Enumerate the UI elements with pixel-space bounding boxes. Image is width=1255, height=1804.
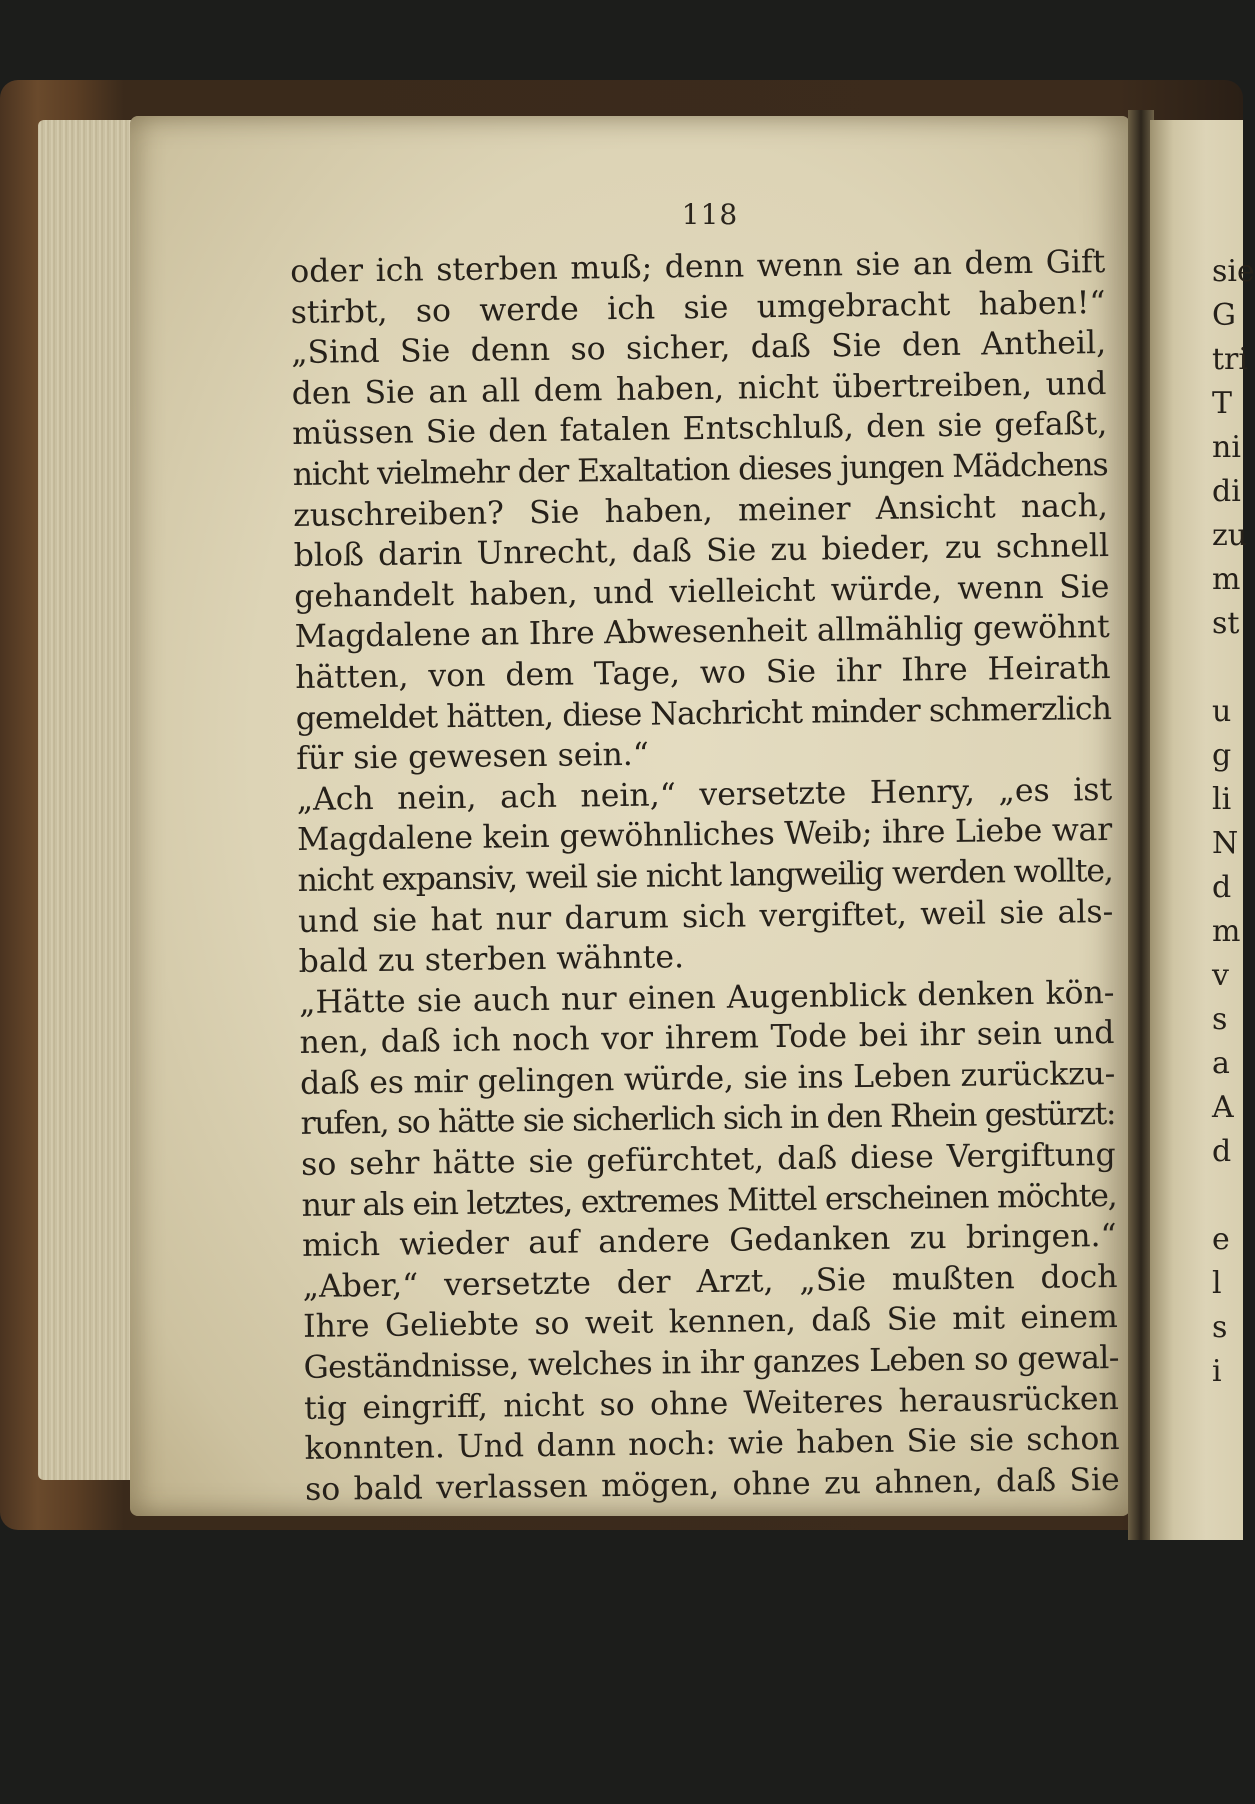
- facing-text-fragment: e: [1212, 1222, 1230, 1257]
- text-line: „Hätte sie auch nur einen Augenblick denken kön-: [298, 974, 1115, 1021]
- text-line: Magdalene kein gewöhnliches Weib; ihre Liebe war: [296, 812, 1113, 859]
- facing-text-fragment: sie: [1212, 254, 1255, 289]
- text-line: Magdalene an Ihre Abwesenheit allmählig gewöhnt: [294, 609, 1110, 656]
- text-line: nur als ein letztes, extremes Mittel erscheinen möchte,: [301, 1177, 1117, 1224]
- text-line: den Sie an all dem haben, nicht übertreiben, und: [291, 365, 1107, 412]
- facing-text-fragment: G: [1212, 298, 1236, 333]
- facing-text-fragment: A: [1212, 1090, 1234, 1125]
- text-line: und sie hat nur darum sich vergiftet, weil sie als-: [297, 893, 1114, 940]
- facing-text-fragment: ni: [1212, 430, 1241, 465]
- text-line: tig eingriff, nicht so ohne Weiteres herausrücken: [303, 1380, 1120, 1427]
- text-line: konnten. Und dann noch: wie haben Sie sie schon: [304, 1421, 1120, 1468]
- facing-text-fragment: u: [1212, 694, 1232, 729]
- text-line: so bald verlassen mögen, ohne zu ahnen, daß Sie: [304, 1461, 1120, 1508]
- text-line: so sehr hätte sie gefürchtet, daß diese Vergiftung: [300, 1137, 1116, 1183]
- facing-text-fragment: [1212, 646, 1243, 690]
- text-line: Geständnisse, welches in ihr ganzes Leben so gewal-: [303, 1339, 1119, 1386]
- text-line: daß es mir gelingen würde, sie ins Leben zurückzu-: [299, 1055, 1116, 1102]
- facing-text-fragment: N: [1212, 826, 1239, 861]
- text-line: müssen Sie den fatalen Entschluß, den sie gefaßt,: [292, 406, 1108, 453]
- facing-text-fragment: li: [1212, 782, 1232, 817]
- facing-text-fragment: d: [1212, 1134, 1232, 1169]
- facing-text-fragment: g: [1212, 738, 1232, 773]
- facing-text-fragment: i: [1212, 1354, 1222, 1389]
- text-line: gemeldet hätten, diese Nachricht minder schmerzlich: [295, 690, 1112, 737]
- text-line: Ihre Geliebte so weit kennen, daß Sie mit einem: [302, 1299, 1119, 1346]
- text-line: hätten, von dem Tage, wo Sie ihr Ihre Heirath: [294, 649, 1111, 696]
- text-line: zuschreiben? Sie haben, meiner Ansicht nach,: [293, 487, 1109, 534]
- text-line: stirbt, so werde ich sie umgebracht haben!“: [290, 284, 1106, 331]
- facing-text-fragment: zu: [1212, 518, 1248, 553]
- text-line: nen, daß ich noch vor ihrem Tode bei ihr sein und: [299, 1015, 1115, 1062]
- facing-text-fragment: d: [1212, 870, 1232, 905]
- facing-text-fragment: v: [1212, 958, 1229, 993]
- text-line: „Aber,“ versetzte der Arzt, „Sie mußten doch: [302, 1258, 1118, 1305]
- text-line: „Ach nein, ach nein,“ versetzte Henry, „es ist: [296, 771, 1113, 818]
- facing-text-fragment: T: [1212, 386, 1233, 421]
- facing-text-fragment: tri: [1212, 342, 1248, 377]
- facing-text-fragment: s: [1212, 1002, 1228, 1037]
- facing-text-fragment: s: [1212, 1310, 1228, 1345]
- facing-text-fragment: [1212, 1174, 1243, 1218]
- text-line: für sie gewesen sein.“: [295, 736, 650, 778]
- text-line: gehandelt haben, und vielleicht würde, wenn Sie: [293, 568, 1110, 615]
- facing-text-fragment: di: [1212, 474, 1241, 509]
- page-text: [290, 242, 1120, 1510]
- text-line: „Sind Sie denn so sicher, daß Sie den Antheil,: [291, 325, 1107, 372]
- text-line: mich wieder auf andere Gedanken zu bringen.“: [301, 1218, 1117, 1265]
- text-line: bald zu sterben wähnte.: [298, 939, 685, 981]
- text-line: nicht vielmehr der Exaltation dieses jungen Mädchens: [292, 446, 1108, 493]
- facing-text-fragment: m: [1212, 914, 1241, 949]
- text-line: bloß darin Unrecht, daß Sie zu bieder, zu schnell: [293, 528, 1110, 575]
- facing-text-fragment: m: [1212, 562, 1241, 597]
- text-line: oder ich sterben muß; denn wenn sie an dem Gift: [290, 244, 1106, 290]
- facing-text-fragment: a: [1212, 1046, 1230, 1081]
- page-number: 118: [681, 198, 739, 231]
- text-line: rufen, so hätte sie sicherlich sich in den Rhein gestürzt:: [300, 1096, 1116, 1143]
- text-line: nicht expansiv, weil sie nicht langweilig werden wollte,: [297, 852, 1113, 899]
- facing-page-text: [1212, 250, 1255, 1394]
- facing-text-fragment: st: [1212, 606, 1240, 641]
- facing-text-fragment: l: [1212, 1266, 1222, 1301]
